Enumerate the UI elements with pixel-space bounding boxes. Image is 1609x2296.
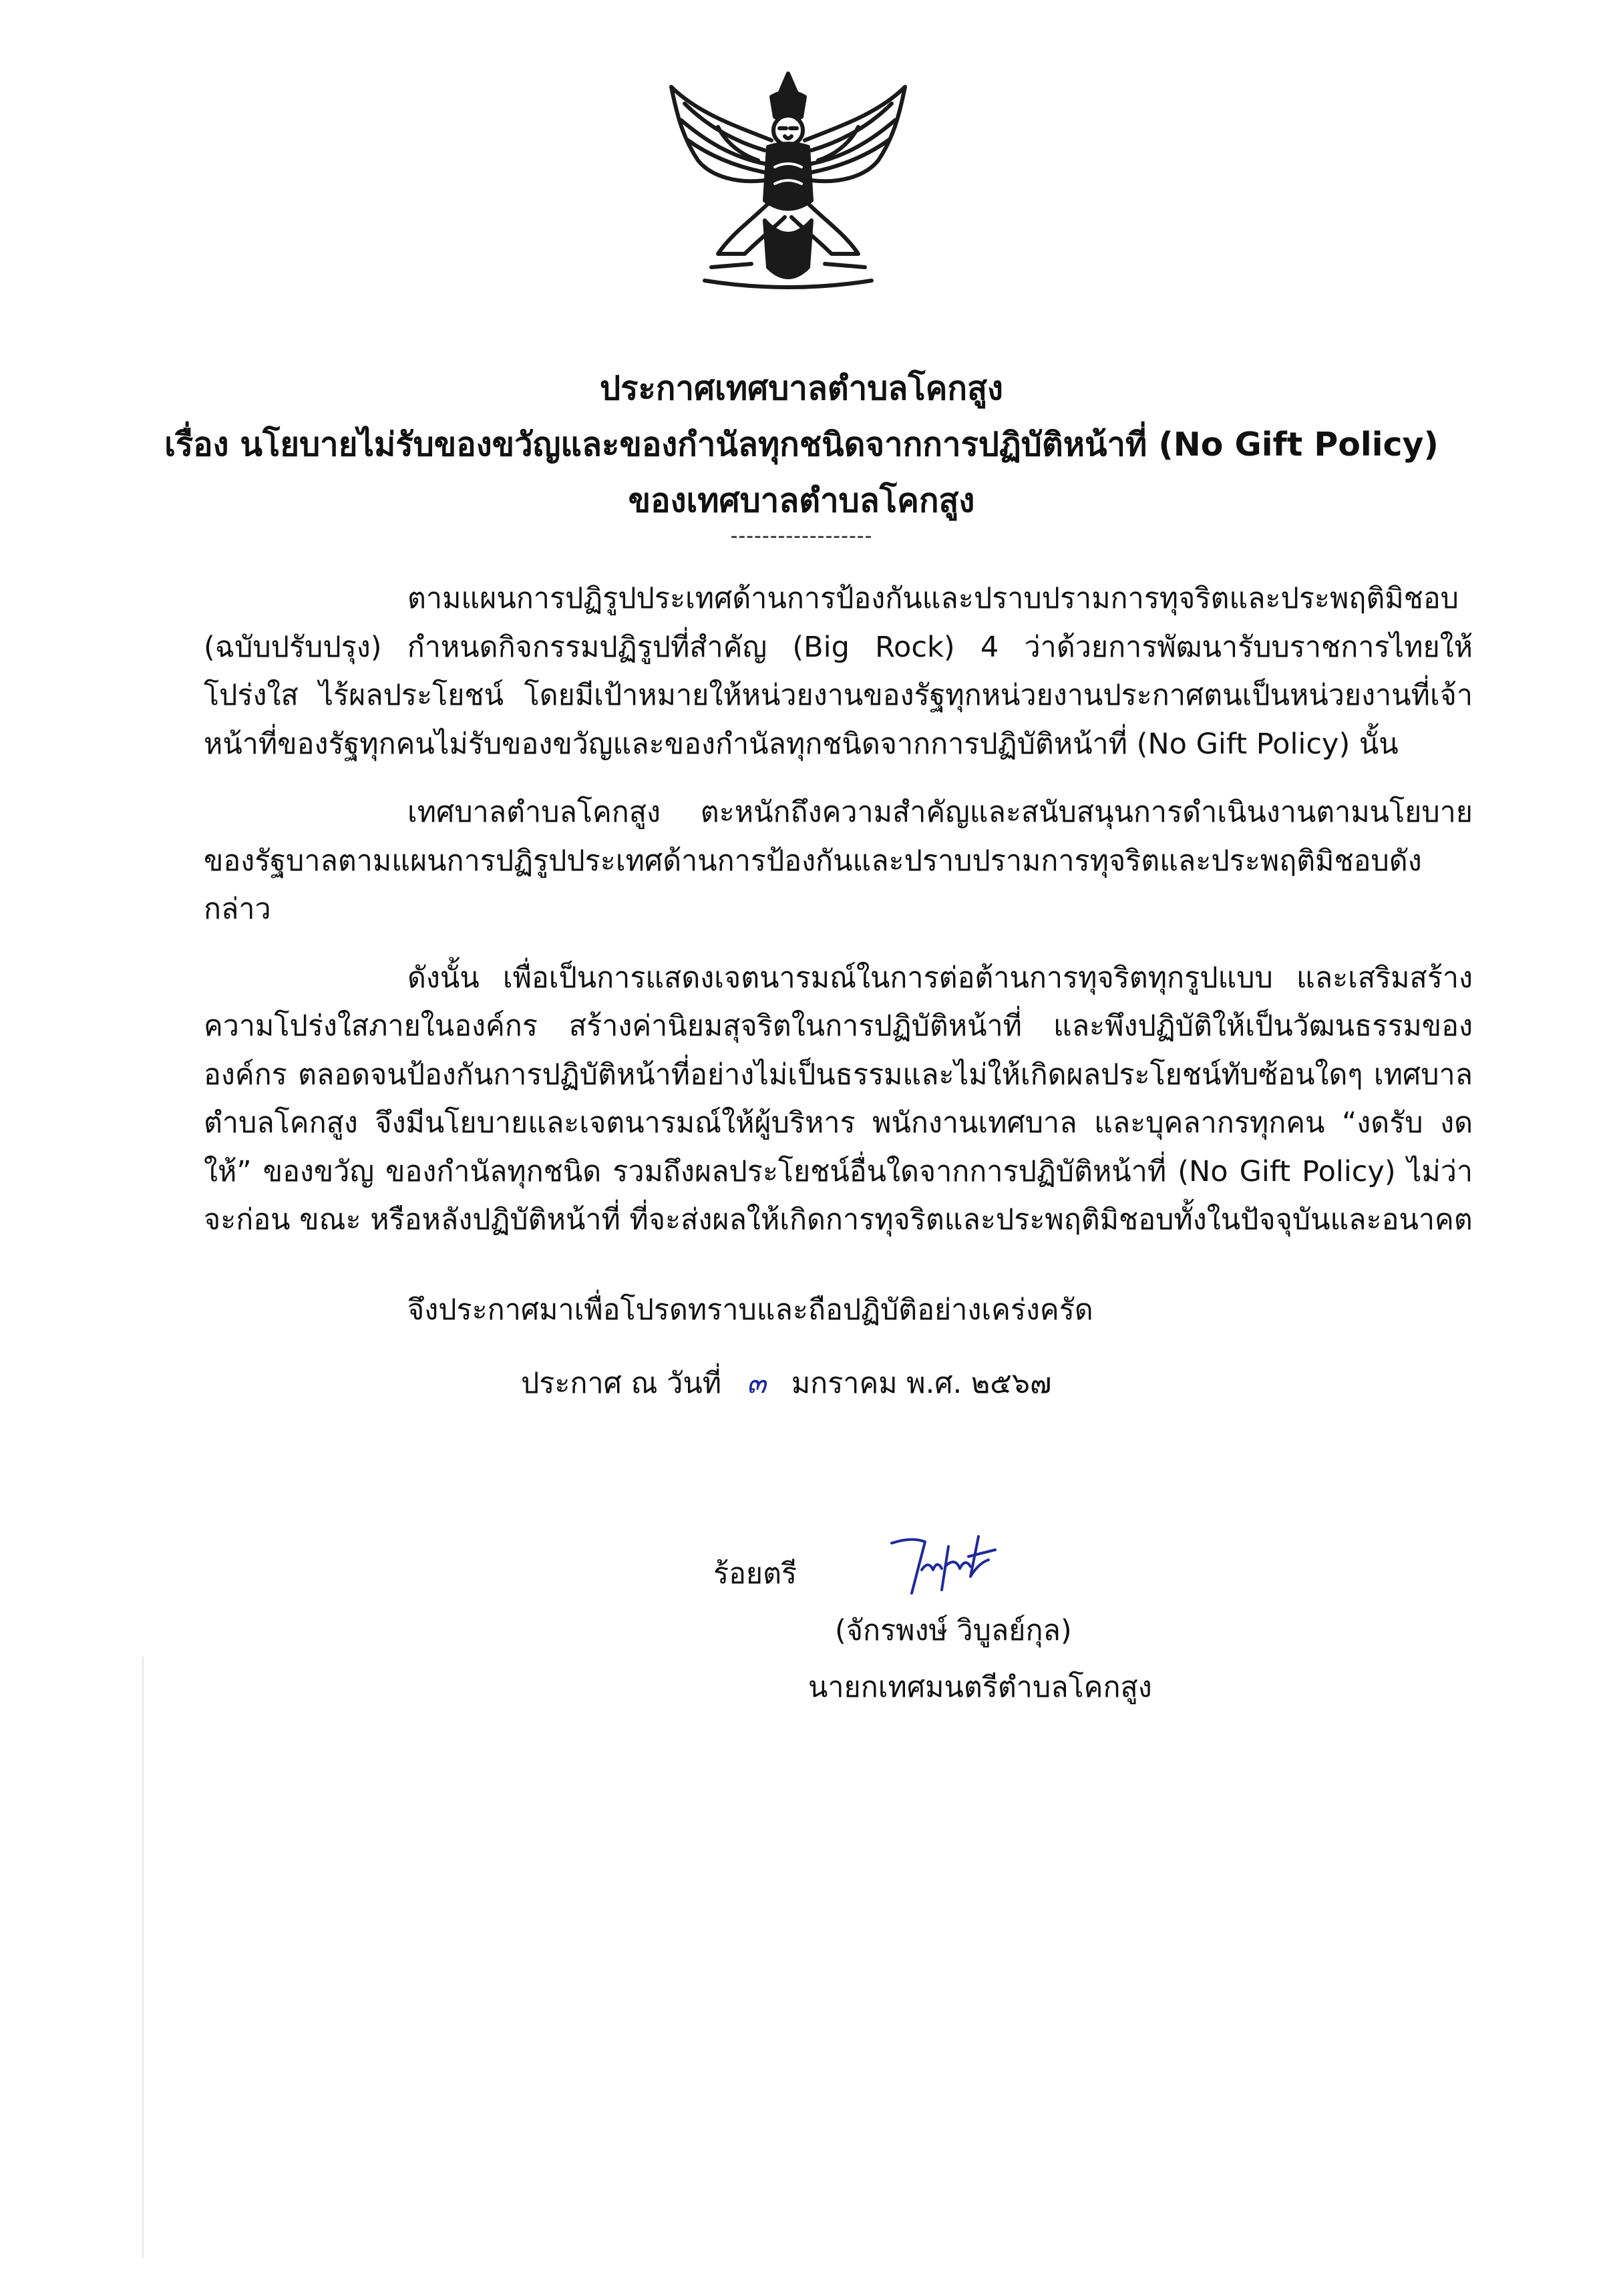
date-suffix: มกราคม พ.ศ. ๒๕๖๗ — [791, 1367, 1052, 1400]
signer-rank: ร้อยตรี — [713, 1557, 797, 1591]
announcement-date — [521, 1359, 1051, 1408]
title-line-1: ประกาศเทศบาลตำบลโคกสูง — [600, 369, 1003, 407]
paragraph-3: ดังนั้น เพื่อเป็นการแสดงเจตนารมณ์ในการต่อต้านการทุจริตทุกรูปแบบ และเสริมสร้างความโปร่งใสภายในองค์กร สร้างค่านิยมสุจริตในการปฏิบัติหน้าที่ และพึงปฏิบัติให้เป็นวัฒนธรรมขององค์กร ตลอดจนป้องกันการปฏิบัติหน้าที่อย่างไม่เป็นธรรมและไม่ให้เกิดผลประโยชน์ทับซ้อนใดๆ เทศบาลตำบลโคกสูง จึงมีนโยบายและเจตนารมณ์ให้ผู้บริหาร พนักงานเทศบาล และบุคลากรทุกคน “งดรับ งดให้” ของขวัญ ของกำนัลทุกชนิด รวมถึงผลประโยชน์อื่นใดจากการปฏิบัติหน้าที่ (No Gift Policy) ไม่ว่าจะก่อน ขณะ หรือหลังปฏิบัติหน้าที่ ที่จะส่งผลให้เกิดการทุจริตและประพฤติมิชอบทั้งในปัจจุบันและอนาคต — [204, 961, 1473, 1237]
paragraph-1: ตามแผนการปฏิรูปประเทศด้านการป้องกันและปราบปรามการทุจริตและประพฤติมิชอบ (ฉบับปรับปรุง) กำหนดกิจกรรมปฏิรูปที่สำคัญ (Big Rock) 4 ว่าด้วยการพัฒนารับบราชการไทยให้โปร่งใส ไร้ผลประโยชน์ โดยมีเป้าหมายให้หน่วยงานของรัฐทุกหน่วยงานประกาศตนเป็นหน่วยงานที่เจ้าหน้าที่ของรัฐทุกคนไม่รับของขวัญและของกำนัลทุกชนิดจากการปฏิบัติหน้าที่ (No Gift Policy) นั้น — [204, 582, 1473, 761]
scan-edge-line — [142, 1657, 144, 2258]
date-prefix: ประกาศ ณ วันที่ — [521, 1367, 722, 1400]
title-line-2: เรื่อง นโยบายไม่รับของขวัญและของกำนัลทุกชนิดจากการปฏิบัติหน้าที่ (No Gift Policy) — [164, 426, 1439, 464]
announcement-title — [134, 361, 1469, 529]
title-line-3: ของเทศบาลตำบลโคกสูง — [628, 482, 975, 520]
paragraph-2: เทศบาลตำบลโคกสูง ตะหนักถึงความสำคัญและสนับสนุนการดำเนินงานตามนโยบายของรัฐบาลตามแผนการปฏิรูปประเทศด้านการป้องกันและปราบปรามการทุจริตและประพฤติมิชอบดังกล่าว — [204, 796, 1473, 926]
signer-position: นายกเทศมนตรีตำบลโคกสูง — [808, 1671, 1152, 1704]
date-day: ๓ — [746, 1367, 767, 1400]
garuda-emblem-icon — [658, 67, 918, 301]
handwritten-signature — [885, 1530, 1002, 1603]
signer-name: (จักรพงษ์ วิบูลย์กุล) — [835, 1614, 1072, 1647]
title-divider: ------------------ — [730, 524, 873, 548]
closing-statement: จึงประกาศมาเพื่อโปรดทราบและถือปฏิบัติอย่างเคร่งครัด — [407, 1293, 1093, 1327]
announcement-body — [204, 575, 1473, 1265]
